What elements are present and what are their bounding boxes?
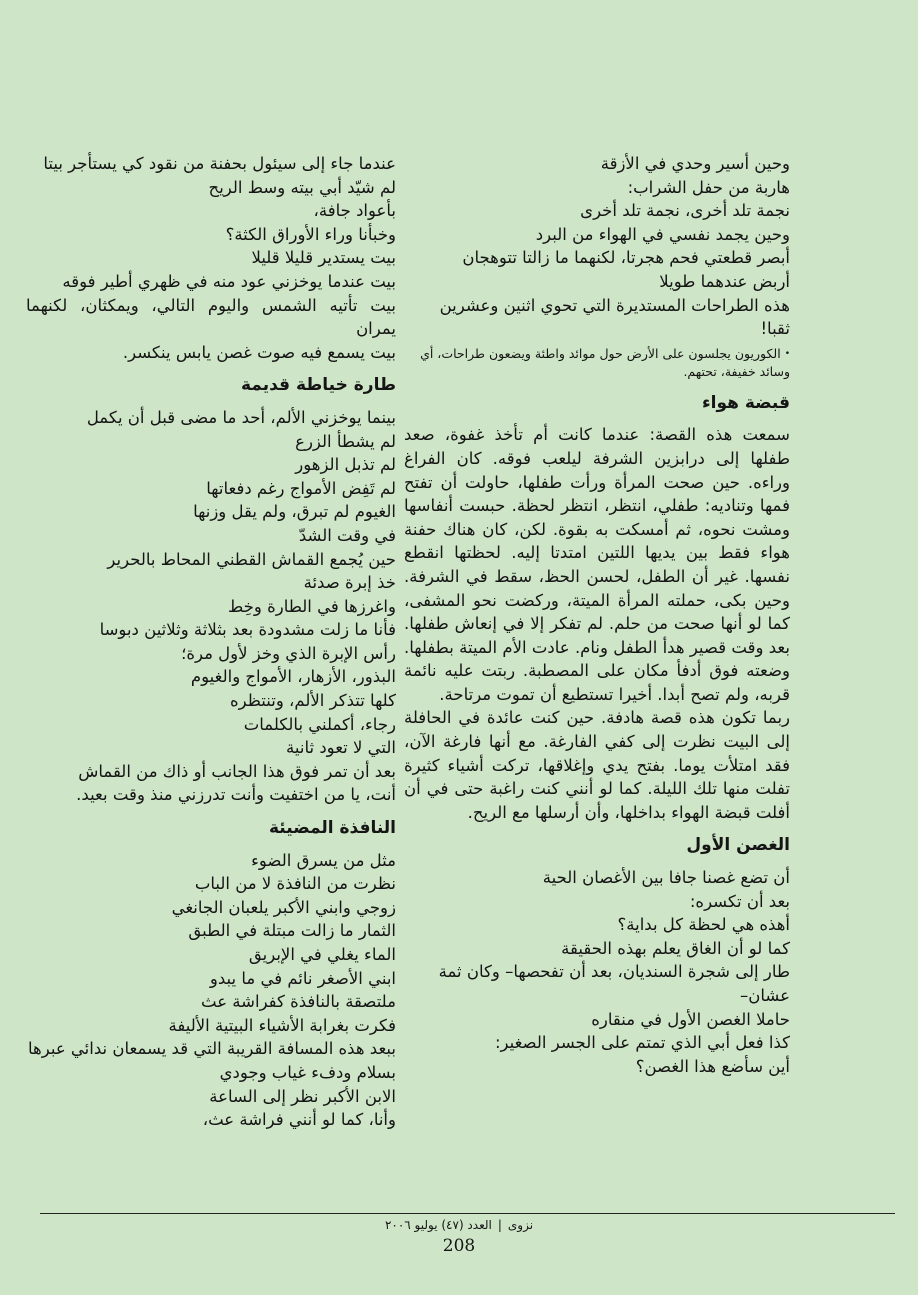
poem-line: بسلام ودفء غياب وجودي (219, 1062, 396, 1082)
poem-line: التي لا تعود ثانية (286, 738, 396, 758)
poem-line: أنت، يا من اختفيت وأنت تدرزني منذ وقت بعيد. (76, 785, 396, 805)
poem-line: نجمة تلد أخرى، نجمة تلد أخرى (580, 201, 790, 221)
poem-line: كلها تتذكر الألم، وتنتظره (229, 691, 396, 711)
left-column (26, 152, 396, 1132)
poem-line: أهذه هي لحظة كل بداية؟ (617, 915, 790, 935)
poem-line: في وقت الشدّ (298, 525, 396, 545)
poem-line: بأعواد جافة، (313, 201, 396, 221)
poem-line: حين يُجمع القماش القطني المحاط بالحرير (107, 549, 396, 569)
poem-line: الابن الأكبر نظر إلى الساعة (209, 1086, 396, 1106)
poem-line: حاملا الغصن الأول في منقاره (591, 1009, 790, 1029)
poem-line: ببعد هذه المسافة القريبة التي قد يسمعان ندائي عبرها (28, 1039, 396, 1059)
poem-line: بيت يسمع فيه صوت غصن يابس ينكسر. (122, 342, 396, 362)
poem-line: فأنا ما زلت مشدودة بعد بثلاثة وثلاثين دبوسا (99, 620, 396, 640)
poem-line: الماء يغلي في الإبريق (248, 945, 396, 964)
poem-line: أربض عندهما طويلا (659, 271, 790, 291)
poem-line: أن تضع غصنا جافا بين الأغصان الحية (542, 868, 790, 888)
poem-line: لم يشطأ الزرع (295, 431, 396, 451)
poem-line: عشان– (740, 986, 790, 1005)
poem-line: خذ إبرة صدئة (303, 573, 396, 593)
poem-line: واغرزها في الطارة وخِط (228, 596, 396, 616)
footer-issue-info (0, 1218, 918, 1232)
poem-line: ملتصقة بالنافذة كفراشة عث (201, 992, 396, 1012)
poem-line: ثقبا! (760, 319, 790, 339)
poem-line: ابني الأصغر نائم في ما يبدو (209, 968, 396, 988)
poem-line: لم شيّد أبي بيته وسط الريح (208, 177, 396, 197)
poem-line: الثمار ما زالت مبتلة في الطبق (188, 921, 396, 941)
footnote (404, 345, 790, 380)
poem-line: نظرت من النافذة لا من الباب (194, 874, 396, 894)
poem-line: مثل من يسرق الضوء (251, 850, 396, 870)
poem-line: هذه الطراحات المستديرة التي تحوي اثنين وعشرين (439, 295, 790, 315)
poem-line: أبصر قطعتي فحم هجرتا، لكنهما ما زالتا تتوهجان (462, 248, 790, 268)
opening-poem-lines (404, 152, 790, 341)
poem-line: وأنا، كما لو أنني فراشة عث، (202, 1110, 396, 1130)
poem-line: بعد أن تكسره: (689, 891, 790, 911)
prose-paragraph: ربما تكون هذه قصة هادفة. حين كنت عائدة في الحافلة إلى البيت نظرت إلى كفي الفارغة. مع أنها فارغة الآن، فقد امتلأت يوما. بفتح يدي وإغلاقها، تركت أشياء كثيرة تفلت منها تلك الليلة. كما لو أنني كنت راغبة حتى في أن أفلت قبضة الهواء بداخلها، وأن أرسلها مع الريح. (404, 708, 790, 822)
footer-divider (40, 1213, 895, 1214)
poem-line: الغيوم لم تبرق، ولم يقل وزنها (193, 502, 396, 522)
poem-line: بينما يوخزني الألم، أحد ما مضى قبل أن يكمل (86, 407, 396, 427)
page-number: 208 (442, 1236, 476, 1256)
section-title-lit-window: النافذة المضيئة (269, 818, 396, 839)
poem-line: بيت يستدير قليلا قليلا (251, 248, 396, 268)
poem-line: وحين أسير وحدي في الأزقة (600, 154, 790, 173)
footnote-bullet: • (784, 348, 790, 359)
poem-line: زوجي وابني الأكبر يلعبان الجانغي (171, 897, 396, 917)
first-branch-poem (404, 866, 790, 1078)
magazine-name: نزوى (507, 1218, 534, 1232)
poem-line: كما لو أن الغاق يعلم بهذه الحقيقة (561, 938, 790, 958)
poem-line: لم تَفِض الأمواج رغم دفعاتها (206, 478, 396, 498)
poem-line: وحين يجمد نفسي في الهواء من البرد (535, 224, 790, 244)
section-title-first-branch: الغصن الأول (686, 835, 790, 856)
poem-line: طار إلى شجرة السنديان، بعد أن تفحصها– وكان ثمة (438, 962, 790, 982)
poem-line: وخبأنا وراء الأوراق الكثة؟ (225, 224, 396, 244)
poem-line: بعد أن تمر فوق هذا الجانب أو ذاك من القماش (78, 761, 396, 781)
poem-line: بيت عندما يوخزني عود منه في ظهري أطير فوقه (62, 271, 396, 291)
prose-paragraph: سمعت هذه القصة: عندما كانت أم تأخذ غفوة، صعد طفلها إلى درابزين الشرفة ليلعب فوقه. كان الفراغ وراءه. حين صحت المرأة ورأت طفلها، حاولت أن تفتح فمها وتناديه: طفلي، انتظر، انتظر لحظة. حبست أنفاسها ومشت نحوه، ثم أمسكت به بقوة. لكن، كان هناك حفنة هواء فقط بين يديها اللتين امتدتا إليه. لحظتها انقطع نفسها. غير أن الطفل، لحسن الحظ، سقط في الشرفة. وحين بكى، حملته المرأة الميتة، وركضت نحو المشفى، كما لو أنها صحت من حلم. لم تفكر إلا في إنعاش طفلها. بعد وقت قصير هدأ الطفل ونام. عادت الأم الميتة بطفلها. وضعته فوق أدفأ مكان على المصطبة. ربتت عليه نائمة قربه، ولم تصح أبدا. أخيرا تستطيع أن تموت مرتاحة. (404, 425, 790, 704)
poem-line: رأس الإبرة الذي وخز لأول مرة؛ (181, 643, 396, 663)
poem-line: عندما جاء إلى سيئول بحفنة من نقود كي يستأجر بيتا (43, 154, 396, 173)
section-title-old-sewing-hoop: طارة خياطة قديمة (241, 375, 396, 396)
poem-paragraph: بيت تأتيه الشمس واليوم التالي، ويمكثان، لكنهما يمران (26, 295, 396, 339)
footer-separator: | (497, 1218, 502, 1232)
poem-line: رجاء، أكملني بالكلمات (243, 714, 396, 734)
right-column (404, 152, 790, 1078)
poem-line: فكرت بغرابة الأشياء البيتية الأليفة (168, 1015, 396, 1035)
poem-line: كذا فعل أبي الذي تمتم على الجسر الصغير: (494, 1033, 790, 1053)
poem-line: لم تذبل الزهور (295, 455, 396, 475)
issue-label: العدد (٤٧) يوليو ٢٠٠٦ (384, 1218, 492, 1232)
poem-line: هاربة من حفل الشراب: (627, 177, 790, 197)
poem-line: أين سأضع هذا الغصن؟ (635, 1056, 790, 1076)
section-title-fistful-of-air: قبضة هواء (701, 392, 790, 413)
footnote-text: الكوريون يجلسون على الأرض حول موائد واطئة ويضعون طراحات، أي وسائد خفيفة، تحتهم. (420, 345, 790, 379)
poem-line: البذور، الأزهار، الأمواج والغيوم (190, 667, 396, 687)
